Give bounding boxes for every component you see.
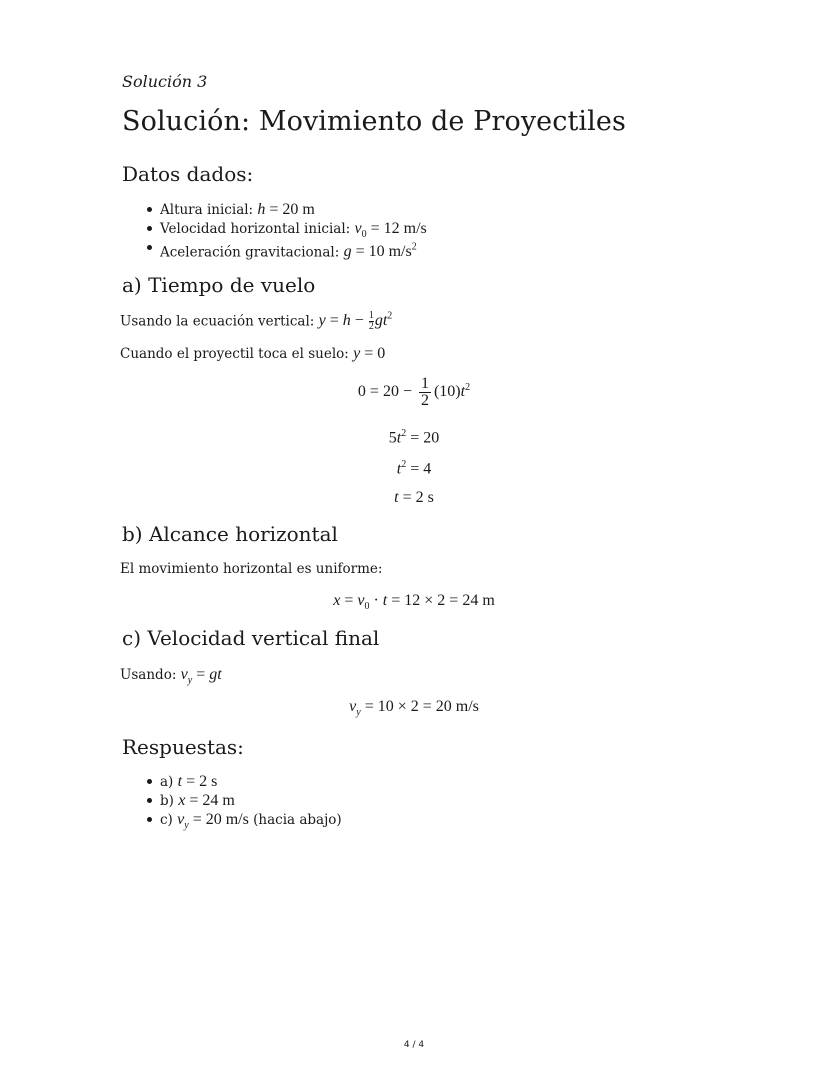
math-expression: t = 2 s: [177, 773, 218, 790]
page-title: Solución: Movimiento de Proyectiles: [122, 106, 626, 137]
math-expression: $v_y$ = gt: [180, 666, 222, 687]
math-expression: y = 0: [353, 345, 386, 362]
page-number: 4 / 4: [403, 1040, 425, 1050]
section-c-intro: Usando: $v_y$ = gt: [120, 666, 222, 687]
list-item: b) x = 24 m: [122, 791, 342, 810]
equation-1: 0 = 20 − $\frac{1}{2}$ $(10)t^2$: [357, 375, 471, 409]
equation-velocity: $v_y = 10 \times 2 = 20$ m/s: [349, 698, 479, 719]
math-expression: g = 10 $m/s^2$: [343, 242, 417, 261]
datos-list: [122, 200, 427, 261]
section-a-heading: a) Tiempo de vuelo: [122, 273, 316, 297]
section-c-heading: c) Velocidad vertical final: [122, 626, 380, 650]
math-expression: $v_0 = 12$ m/s: [354, 220, 427, 241]
equation-range: $x = v_0 \cdot t = 12 \times 2 = 24$ m: [333, 592, 495, 613]
section-b-intro: El movimiento horizontal es uniforme:: [120, 561, 383, 577]
section-a-intro: Usando la ecuación vertical: y = h − $\frac{1}{2}$ $gt^2$: [120, 310, 393, 333]
section-a-condition: Cuando el proyectil toca el suelo: y = 0: [120, 345, 386, 362]
list-item: c) $v_y = 20$ m/s (hacia abajo): [122, 810, 342, 829]
list-item: Aceleración gravitacional: g = 10 $m/s^2$: [122, 238, 427, 257]
list-item: Velocidad horizontal inicial: $v_0 = 12$ m/s: [122, 219, 427, 238]
answers-heading: Respuestas:: [122, 735, 244, 759]
section-b-heading: b) Alcance horizontal: [122, 522, 338, 546]
equation-2: $5t^2 = 20$: [388, 428, 440, 447]
math-expression: h = 20 m: [257, 201, 315, 218]
math-expression: $v_y = 20$ m/s: [177, 811, 249, 832]
math-expression: y = h − $\frac{1}{2}$ $gt^2$: [318, 310, 393, 333]
list-item: a) t = 2 s: [122, 772, 342, 791]
solution-kicker: Solución 3: [122, 72, 208, 91]
answers-list: [122, 772, 342, 832]
math-expression: x = 24 m: [178, 792, 235, 809]
list-item: Altura inicial: h = 20 m: [122, 200, 427, 219]
equation-3: $t^2 = 4$: [396, 459, 432, 478]
datos-heading: Datos dados:: [122, 162, 254, 186]
equation-4: t = 2 s: [394, 489, 434, 506]
